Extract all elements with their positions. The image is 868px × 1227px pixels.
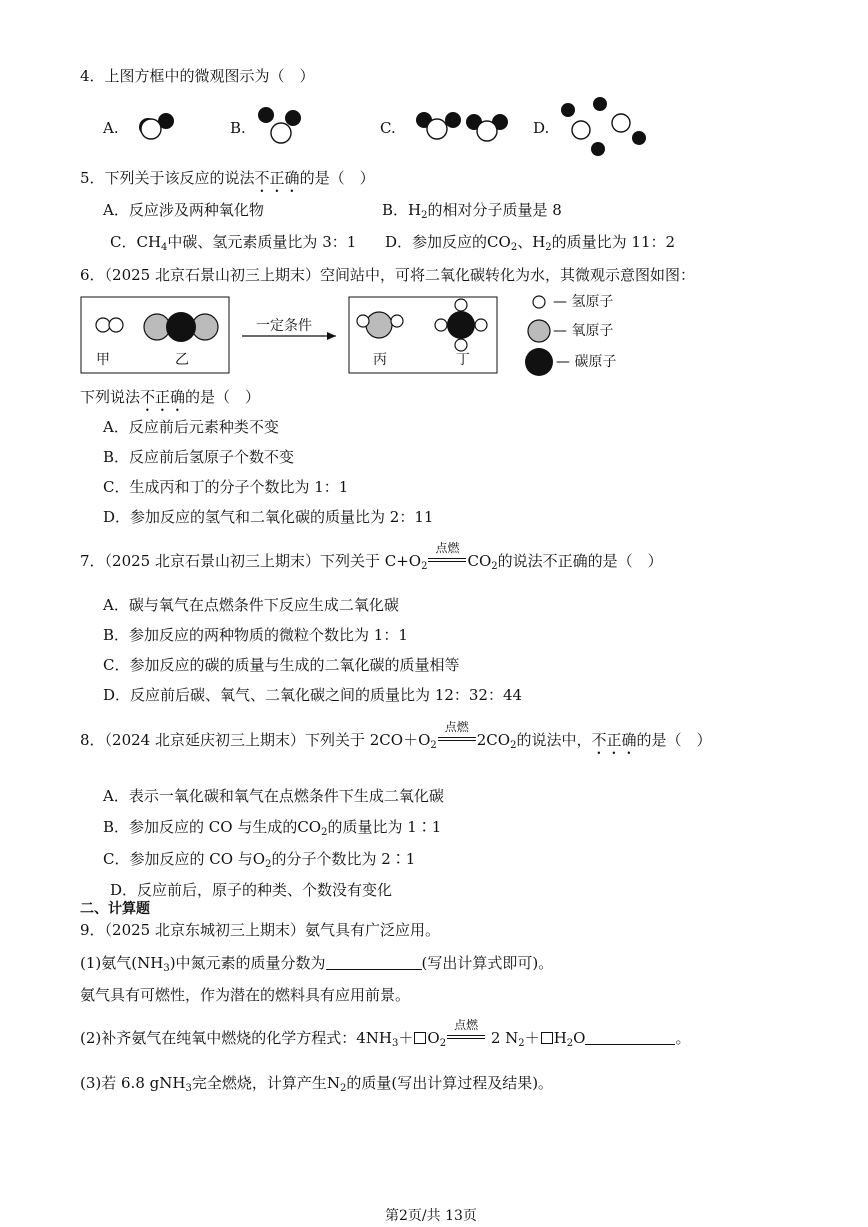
coefficient-box-o2[interactable] (414, 1032, 426, 1044)
page-footer: 第2页/共 13页 (385, 1208, 477, 1224)
legend-hydrogen: — 氢原子 (553, 294, 614, 310)
q9-stem: 9．（2025 北京东城初三上期末）氨气具有广泛应用。 (80, 921, 440, 939)
q6-sub-stem: 下列说法不正确的是（ ） (80, 388, 261, 406)
q5-option-a[interactable]: A．反应涉及两种氧化物 (103, 201, 264, 219)
answer-blank-1[interactable] (326, 955, 422, 970)
label-yi: 乙 (175, 352, 189, 368)
q8-option-c[interactable]: C．参加反应的 CO 与$O_2$的分子个数比为 2∶1 (103, 850, 416, 870)
q4-b-molecule-icon (258, 107, 301, 143)
q7-option-b[interactable]: B．参加反应的两种物质的微粒个数比为 1：1 (103, 626, 408, 644)
section-heading: 二、计算题 (80, 901, 150, 917)
q8-option-a[interactable]: A．表示一氧化碳和氧气在点燃条件下生成二氧化碳 (103, 787, 444, 805)
q9-part1: (1)氨气$(NH_3)$中氮元素的质量分数为 (写出计算式即可)。 (80, 954, 554, 974)
label-jia: 甲 (96, 352, 110, 368)
q4-a-molecule-icon (139, 113, 174, 139)
q8-stem: 8．（2024 北京延庆初三上期末）下列关于 $2CO+O_2$ 点燃 $2CO_2$的说法中，不正确的是（ ） (80, 720, 712, 751)
q9-note: 氨气具有可燃性，作为潜在的燃料具有应用前景。 (80, 986, 411, 1004)
q5-option-d[interactable]: D．参加反应的$CO_2$、$H_2$的质量比为 11：2 (385, 233, 676, 253)
q8-option-d[interactable]: D．反应前后，原子的种类、个数没有变化 (110, 881, 393, 899)
q4-c-molecule-icon (416, 112, 508, 141)
legend-carbon: — 碳原子 (556, 354, 617, 370)
label-bing: 丙 (373, 352, 387, 368)
q7-option-c[interactable]: C．参加反应的碳的质量与生成的二氧化碳的质量相等 (103, 656, 460, 674)
q6-option-a[interactable]: A．反应前后元素种类不变 (103, 418, 279, 436)
arrow-condition: 一定条件 (256, 318, 312, 334)
coefficient-box-h2o[interactable] (541, 1032, 553, 1044)
q6-option-b[interactable]: B．反应前后氢原子个数不变 (103, 448, 295, 466)
q4-option-b[interactable]: B. (230, 119, 246, 137)
answer-blank-2[interactable] (585, 1030, 675, 1045)
q7-option-d[interactable]: D．反应前后碳、氧气、二氧化碳之间的质量比为 12：32：44 (103, 686, 523, 704)
q5-option-c[interactable]: C．$CH_4$中碳、氢元素质量比为 3：1 (110, 233, 357, 253)
q4-option-d[interactable]: D. (533, 119, 550, 137)
q6-option-d[interactable]: D．参加反应的氢气和二氧化碳的质量比为 2：11 (103, 508, 434, 526)
q6-option-c[interactable]: C．生成丙和丁的分子个数比为 1：1 (103, 478, 349, 496)
q8-option-b[interactable]: B．参加反应的 CO 与生成的$CO_2$的质量比为 1∶1 (103, 818, 442, 838)
q6-stem: 6．（2025 北京石景山初三上期末）空间站中，可将二氧化碳转化为水，其微观示意图如图： (80, 266, 695, 284)
q7-stem: 7．（2025 北京石景山初三上期末）下列关于 $C+O_2$ 点燃 $CO_2$的说法不正确的是（ ） (80, 541, 663, 572)
q5-option-b[interactable]: B．$H_2$的相对分子质量是 8 (382, 201, 562, 221)
q5-stem: 5．下列关于该反应的说法不正确的是（ ） (80, 169, 375, 187)
q4-stem: 4．上图方框中的微观图示为（ ） (80, 67, 315, 85)
q4-d-molecule-icon (561, 97, 646, 156)
q9-part2: (2)补齐氨气在纯氧中燃烧的化学方程式：$4NH_3+ O_2$ 点燃 2 $N_2+ H_2O$ 。 (80, 1018, 691, 1049)
q7-option-a[interactable]: A．碳与氧气在点燃条件下反应生成二氧化碳 (103, 596, 399, 614)
q9-part3: (3)若 6.8 gNH$_3$完全燃烧，计算产生$N_2$的质量(写出计算过程及结果)。 (80, 1074, 554, 1094)
q4-option-c[interactable]: C. (380, 119, 396, 137)
legend-oxygen: — 氧原子 (553, 323, 614, 339)
q4-option-a[interactable]: A. (103, 119, 119, 137)
label-ding: 丁 (456, 352, 470, 368)
